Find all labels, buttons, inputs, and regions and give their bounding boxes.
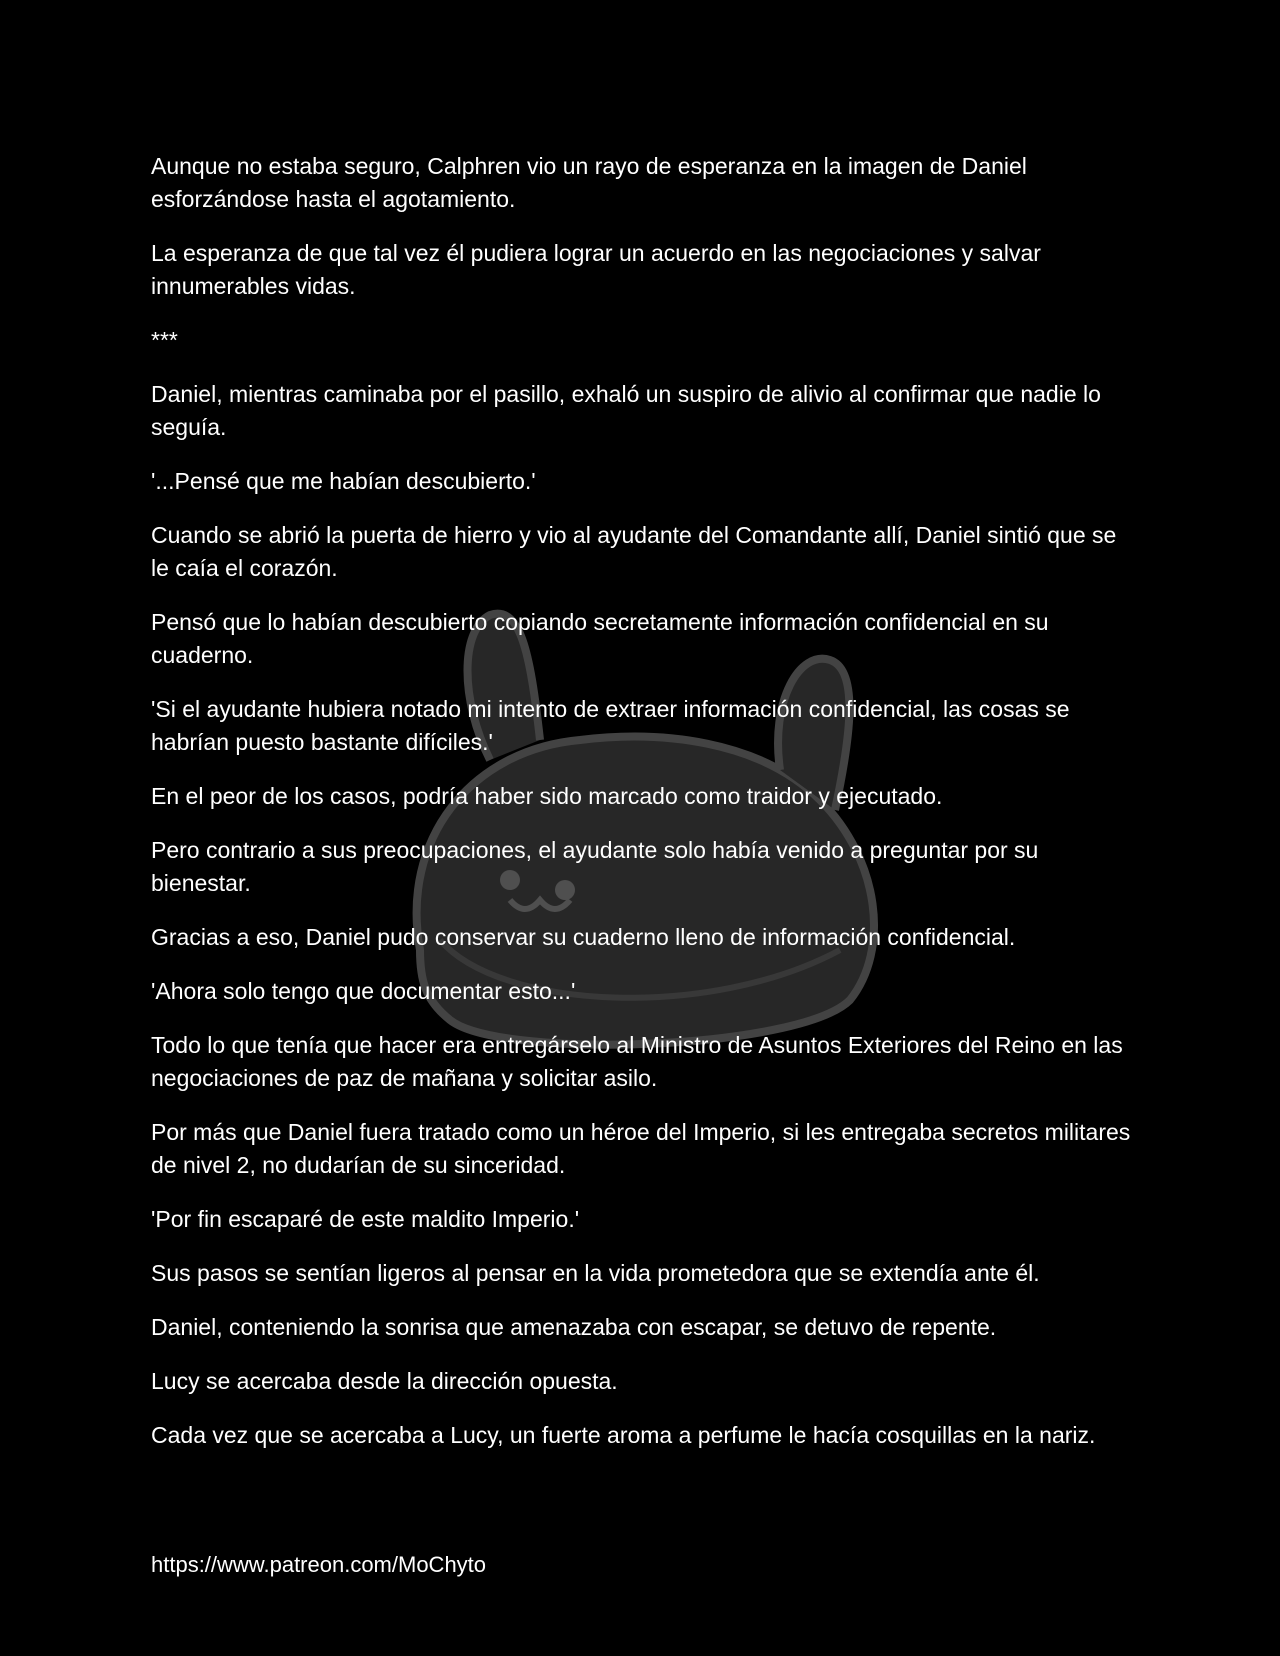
paragraph: Daniel, conteniendo la sonrisa que amenazaba con escapar, se detuvo de repente. <box>151 1314 997 1340</box>
paragraph: 'Ahora solo tengo que documentar esto...' <box>151 978 576 1004</box>
paragraph: Lucy se acercaba desde la dirección opuesta. <box>151 1368 618 1394</box>
paragraph: Todo lo que tenía que hacer era entregárselo al Ministro de Asuntos Exteriores del Reino en las negociaciones de paz de mañana y solicitar asilo. <box>151 1032 1123 1091</box>
paragraph: Aunque no estaba seguro, Calphren vio un rayo de esperanza en la imagen de Daniel esforzándose hasta el agotamiento. <box>151 153 1027 212</box>
paragraph: Cuando se abrió la puerta de hierro y vio al ayudante del Comandante allí, Daniel sintió que se le caía el corazón. <box>151 522 1117 581</box>
paragraph: Gracias a eso, Daniel pudo conservar su cuaderno lleno de información confidencial. <box>151 924 1016 950</box>
paragraph: Pero contrario a sus preocupaciones, el ayudante solo había venido a preguntar por su bienestar. <box>151 837 1039 896</box>
paragraph: Daniel, mientras caminaba por el pasillo, exhaló un suspiro de alivio al confirmar que nadie lo seguía. <box>151 381 1101 440</box>
chapter-text <box>151 150 1136 1473</box>
paragraph: Pensó que lo habían descubierto copiando secretamente información confidencial en su cuaderno. <box>151 609 1049 668</box>
paragraph: En el peor de los casos, podría haber sido marcado como traidor y ejecutado. <box>151 783 943 809</box>
paragraph: 'Si el ayudante hubiera notado mi intento de extraer información confidencial, las cosas se habrían puesto bastante difíciles.' <box>151 696 1070 755</box>
paragraph: Cada vez que se acercaba a Lucy, un fuerte aroma a perfume le hacía cosquillas en la nariz. <box>151 1422 1096 1448</box>
scene-break: *** <box>151 327 178 353</box>
paragraph: La esperanza de que tal vez él pudiera lograr un acuerdo en las negociaciones y salvar innumerables vidas. <box>151 240 1041 299</box>
paragraph: 'Por fin escaparé de este maldito Imperio.' <box>151 1206 580 1232</box>
patreon-link[interactable]: https://www.patreon.com/MoChyto <box>151 1552 487 1577</box>
paragraph: Sus pasos se sentían ligeros al pensar en la vida prometedora que se extendía ante él. <box>151 1260 1040 1286</box>
paragraph: '...Pensé que me habían descubierto.' <box>151 468 536 494</box>
paragraph: Por más que Daniel fuera tratado como un héroe del Imperio, si les entregaba secretos militares de nivel 2, no dudarían de su sinceridad. <box>151 1119 1131 1178</box>
